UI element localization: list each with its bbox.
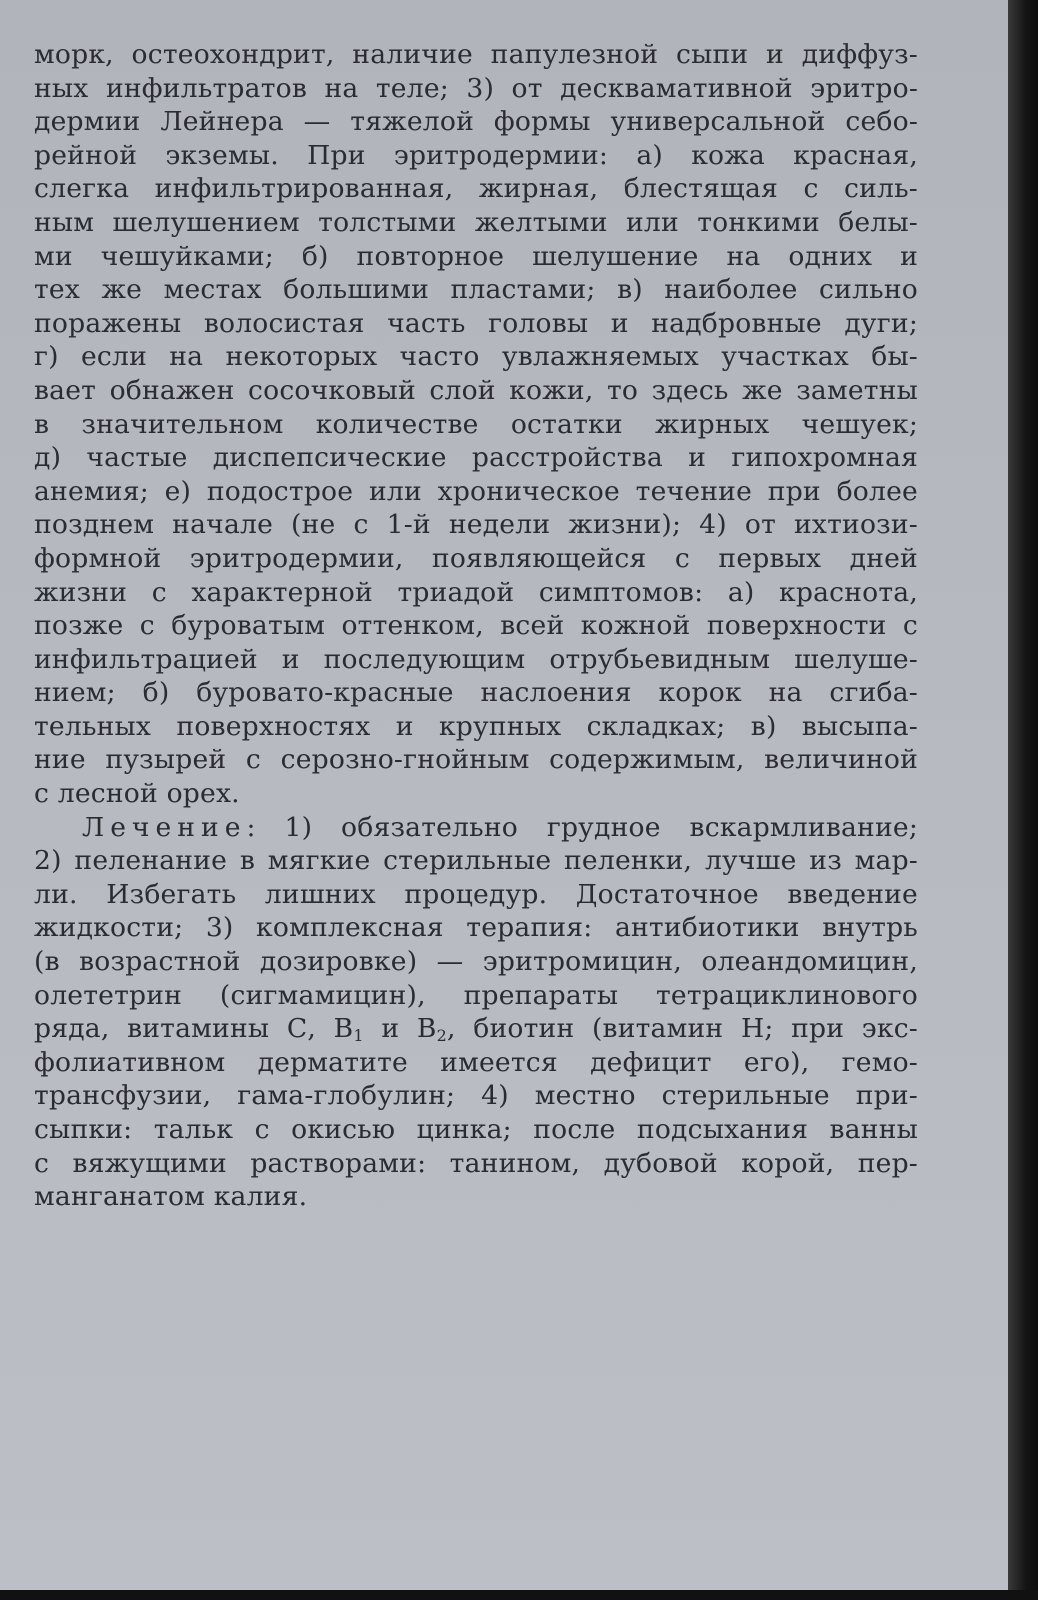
treatment-first-line-text: : 1) обязательно грудное вскармливание; <box>246 811 918 843</box>
text-line: поражены волосистая часть головы и надбровные дуги; <box>34 307 918 339</box>
text-line: позже с буроватым оттенком, всей кожной поверхности с <box>34 610 918 642</box>
text-line: (в возрастной дозировке) — эритромицин, олеандомицин, <box>34 946 918 978</box>
vitamins-text-middle: и В <box>363 1013 437 1045</box>
subscript-2: 2 <box>436 1026 447 1046</box>
treatment-first-line <box>34 811 918 845</box>
text-line: жизни с характерной триадой симптомов: а) краснота, <box>34 576 918 608</box>
vitamins-text-after: , биотин (витамин Н; при экс- <box>447 1013 918 1045</box>
text-line: ным шелушением толстыми желтыми или тонкими белы- <box>34 206 918 238</box>
text-line: ние пузырей с серозно-гнойным содержимым, величиной <box>34 744 918 776</box>
text-line: жидкости; 3) комплексная терапия: антибиотики внутрь <box>34 912 918 944</box>
treatment-heading: Лечение <box>82 811 247 843</box>
text-line: 2) пеленание в мягкие стерильные пеленки, лучше из мар- <box>34 845 918 877</box>
text-line: г) если на некоторых часто увлажняемых участках бы- <box>34 341 918 373</box>
text-line: тех же местах большими пластами; в) наиболее сильно <box>34 274 918 306</box>
text-line: манганатом калия. <box>34 1181 308 1213</box>
text-line: дермии Лейнера — тяжелой формы универсальной себо- <box>34 106 918 138</box>
text-line: д) частые диспепсические расстройства и гипохромная <box>34 442 918 474</box>
text-line: олететрин (сигмамицин), препараты тетрациклинового <box>34 979 918 1011</box>
text-line: ли. Избегать лишних процедур. Достаточное введение <box>34 878 918 910</box>
text-line: рейной экземы. При эритродермии: а) кожа красная, <box>34 139 918 171</box>
text-line: нием; б) буровато-красные наслоения корок на сгиба- <box>34 677 918 709</box>
text-line: ми чешуйками; б) повторное шелушение на одних и <box>34 240 918 272</box>
page-bottom-edge <box>0 1590 1038 1600</box>
text-line: сыпки: тальк с окисью цинка; после подсыхания ванны <box>34 1114 918 1145</box>
text-line: вает обнажен сосочковый слой кожи, то здесь же заметны <box>34 374 918 406</box>
text-line: в значительном количестве остатки жирных чешуек; <box>34 408 918 440</box>
text-line: фолиативном дерматите имеется дефицит его), гемо- <box>34 1046 918 1078</box>
text-line: тельных поверхностях и крупных складках; в) высыпа- <box>34 710 918 742</box>
vitamins-line <box>34 1012 918 1046</box>
text-line: ных инфильтратов на теле; 3) от десквамативной эритро- <box>34 72 918 104</box>
page-text <box>34 38 918 1214</box>
text-line: слегка инфильтрированная, жирная, блестящая с силь- <box>34 173 918 205</box>
text-line: формной эритродермии, появляющейся с первых дней <box>34 542 918 574</box>
subscript-1: 1 <box>353 1026 364 1046</box>
text-line: с лесной орех. <box>34 778 240 810</box>
text-line: инфильтрацией и последующим отрубьевидным шелуше- <box>34 643 918 675</box>
text-line: морк, остеохондрит, наличие папулезной сыпи и диффуз- <box>34 39 918 70</box>
vitamins-text-before: ряда, витамины С, В <box>34 1013 354 1045</box>
text-line: анемия; е) подострое или хроническое течение при более <box>34 475 918 507</box>
text-line: позднем начале (не с 1-й недели жизни); 4) от ихтиози- <box>34 509 918 541</box>
text-line: трансфузии, гама-глобулин; 4) местно стерильные при- <box>34 1080 918 1112</box>
book-spine-shadow <box>1008 0 1038 1600</box>
text-line: с вяжущими растворами: танином, дубовой корой, пер- <box>34 1147 918 1179</box>
